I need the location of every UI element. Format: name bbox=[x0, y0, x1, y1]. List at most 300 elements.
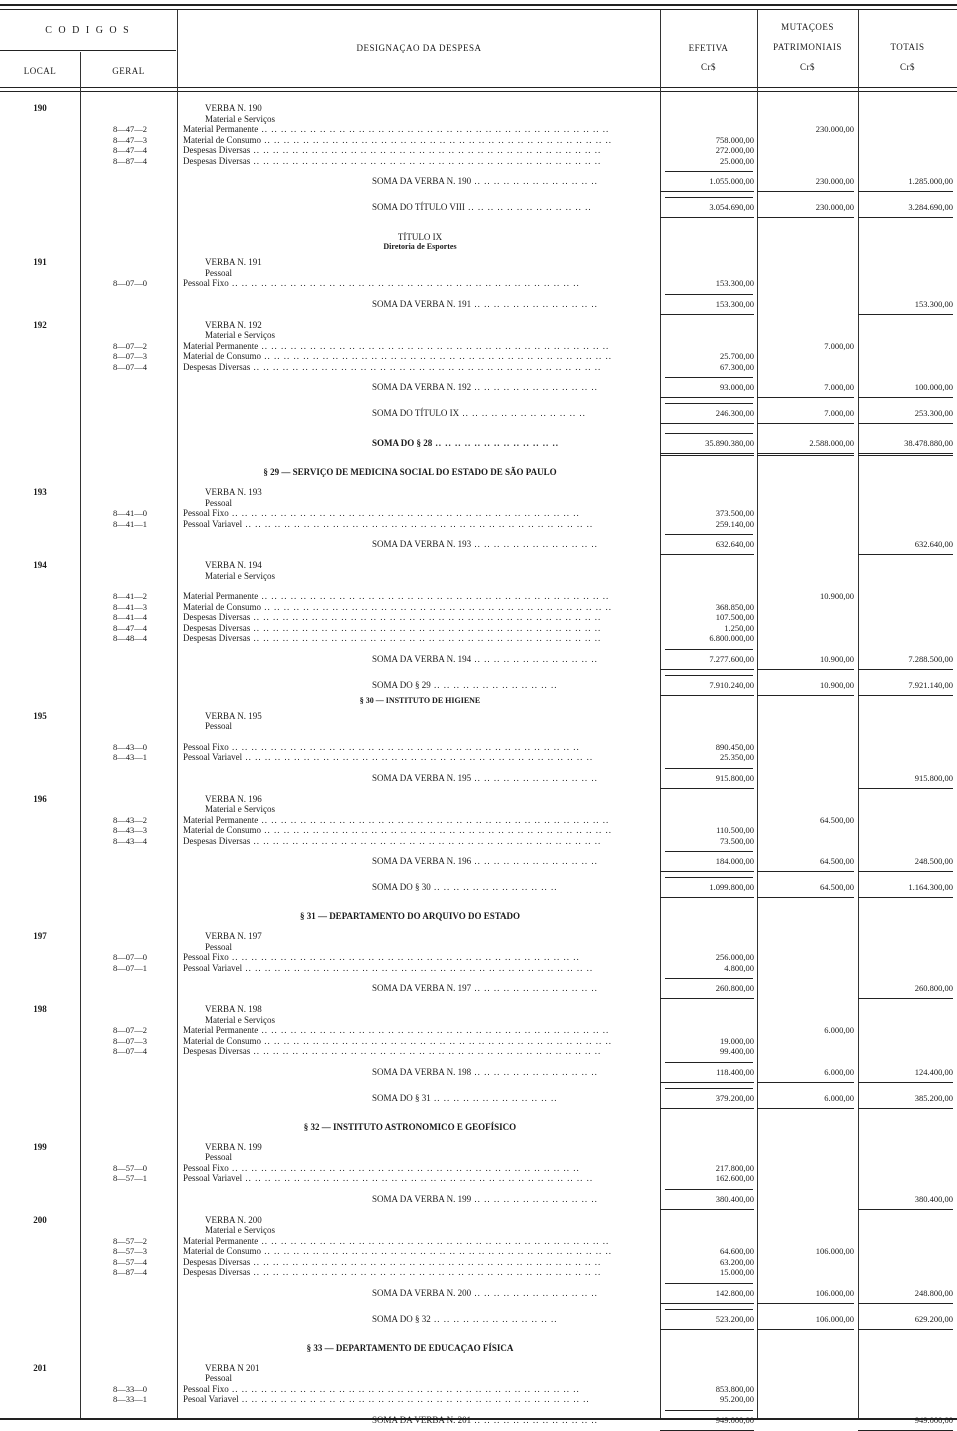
category-row bbox=[0, 804, 957, 815]
mutacoes-value: 230.000,00 bbox=[815, 124, 854, 134]
efetiva-value: 107.500,00 bbox=[715, 612, 754, 622]
mutacoes-value: 2.588.000,00 bbox=[757, 433, 854, 456]
table-row bbox=[0, 1267, 957, 1278]
header-totais-unit: Cr$ bbox=[900, 62, 915, 72]
geral-code: 8—57—4 bbox=[113, 1256, 147, 1267]
geral-code: 8—47—4 bbox=[113, 622, 147, 633]
soma-row bbox=[0, 197, 957, 218]
local-code: 194 bbox=[33, 560, 47, 570]
efetiva-value: 153.300,00 bbox=[660, 294, 754, 315]
geral-code: 8—07—1 bbox=[113, 962, 147, 973]
geral-code: 8—43—0 bbox=[113, 741, 147, 752]
mutacoes-value: 106.000,00 bbox=[757, 1283, 854, 1304]
local-code: 196 bbox=[33, 793, 47, 804]
description: Material de Consumo .. .. bbox=[183, 351, 653, 362]
efetiva-value: 64.600,00 bbox=[720, 1246, 754, 1256]
efetiva-value: 142.800,00 bbox=[660, 1283, 754, 1304]
efetiva-value: 15.000,00 bbox=[720, 1267, 754, 1277]
description: VERBA N. 200 bbox=[205, 1214, 262, 1225]
description: SOMA DO § 31 .. .. bbox=[372, 1088, 657, 1109]
geral-code: 8—47—4 bbox=[113, 145, 147, 155]
description: SOMA DA VERBA N. 190 .. .. bbox=[372, 171, 657, 192]
geral-code: 8—33—0 bbox=[113, 1383, 147, 1394]
soma-row bbox=[0, 877, 957, 898]
description: VERBA N. 190 bbox=[205, 103, 262, 113]
geral-code: 8—57—3 bbox=[113, 1246, 147, 1256]
table-row bbox=[0, 742, 957, 753]
efetiva-value: 380.400,00 bbox=[660, 1189, 754, 1210]
efetiva-value: 259.140,00 bbox=[715, 518, 754, 529]
geral-code: 8—57—1 bbox=[113, 1173, 147, 1183]
description: SOMA DA VERBA N. 193 .. .. bbox=[372, 534, 657, 555]
soma-row bbox=[0, 1189, 957, 1210]
description: Material e Serviços bbox=[205, 570, 275, 581]
table-row bbox=[0, 124, 957, 135]
soma-row bbox=[0, 851, 957, 872]
table-row bbox=[0, 952, 957, 963]
verba-row bbox=[0, 560, 957, 571]
table-row bbox=[0, 278, 957, 289]
table-row bbox=[0, 508, 957, 519]
table-row bbox=[0, 1163, 957, 1174]
efetiva-value: 246.300,00 bbox=[660, 403, 754, 424]
section-heading bbox=[0, 462, 957, 482]
local-code: 200 bbox=[33, 1214, 47, 1225]
efetiva-value: 25.350,00 bbox=[720, 752, 754, 762]
description: Material de Consumo .. .. bbox=[183, 1246, 653, 1257]
description: Despesas Diversas .. .. bbox=[183, 623, 653, 634]
mutacoes-value: 106.000,00 bbox=[815, 1246, 854, 1256]
section-heading bbox=[0, 906, 957, 926]
verba-row bbox=[0, 320, 957, 331]
description: Despesas Diversas .. .. bbox=[183, 612, 653, 623]
efetiva-value: 217.800,00 bbox=[715, 1162, 754, 1173]
geral-code: 8—87—4 bbox=[113, 155, 147, 166]
description: SOMA DA VERBA N. 196 .. .. bbox=[372, 851, 657, 872]
description: Pessoal bbox=[205, 1152, 232, 1162]
efetiva-value: 272.000,00 bbox=[715, 145, 754, 155]
description: Pessoal Variavel .. .. bbox=[183, 963, 653, 974]
geral-code: 8—41—2 bbox=[113, 591, 147, 601]
efetiva-value: 373.500,00 bbox=[715, 508, 754, 518]
description: Pesoal Variavel .. .. bbox=[183, 1394, 653, 1405]
description: Material e Serviços bbox=[205, 804, 275, 814]
totais-value: 248.500,00 bbox=[858, 851, 953, 872]
description: VERBA N. 192 bbox=[205, 319, 262, 330]
geral-code: 8—41—1 bbox=[113, 518, 147, 529]
efetiva-value: 853.800,00 bbox=[715, 1383, 754, 1394]
section-heading bbox=[0, 242, 957, 252]
category-row bbox=[0, 1015, 957, 1026]
mutacoes-value: 7.000,00 bbox=[757, 403, 854, 424]
description: § 33 — DEPARTAMENTO DE EDUCAÇAO FÍSICA bbox=[306, 1342, 514, 1353]
efetiva-value: 949.000,00 bbox=[660, 1410, 754, 1431]
efetiva-value: 260.800,00 bbox=[660, 978, 754, 999]
soma-row bbox=[0, 1062, 957, 1083]
mutacoes-value: 7.000,00 bbox=[757, 377, 854, 398]
table-row bbox=[0, 612, 957, 623]
efetiva-value: 632.640,00 bbox=[660, 534, 754, 555]
category-row bbox=[0, 114, 957, 125]
category-row bbox=[0, 268, 957, 279]
description: Despesas Diversas .. .. bbox=[183, 1257, 653, 1268]
efetiva-value: 162.600,00 bbox=[715, 1173, 754, 1183]
mutacoes-value: 10.900,00 bbox=[757, 675, 854, 696]
description: § 31 — DEPARTAMENTO DO ARQUIVO DO ESTADO bbox=[299, 911, 521, 921]
mutacoes-value: 7.000,00 bbox=[824, 340, 854, 351]
efetiva-value: 915.800,00 bbox=[660, 768, 754, 789]
efetiva-value: 368.850,00 bbox=[715, 601, 754, 612]
description: Pessoal bbox=[205, 497, 232, 508]
description: Material e Serviços bbox=[205, 1014, 275, 1025]
category-row bbox=[0, 1373, 957, 1384]
verba-row bbox=[0, 711, 957, 722]
geral-code: 8—07—3 bbox=[113, 351, 147, 361]
efetiva-value: 25.700,00 bbox=[720, 351, 754, 361]
verba-row bbox=[0, 103, 957, 114]
verba-row bbox=[0, 1215, 957, 1226]
soma-row bbox=[0, 1088, 957, 1109]
header-codigos: C O D I G O S bbox=[45, 25, 131, 36]
local-code: 199 bbox=[33, 1141, 47, 1152]
table-row bbox=[0, 341, 957, 352]
local-code: 198 bbox=[33, 1004, 47, 1014]
efetiva-value: 184.000,00 bbox=[660, 851, 754, 872]
category-row bbox=[0, 1152, 957, 1163]
table-row bbox=[0, 602, 957, 613]
description: Despesas Diversas .. .. bbox=[183, 1267, 653, 1278]
description: SOMA DO TÍTULO IX .. .. bbox=[372, 403, 657, 424]
local-code: 195 bbox=[33, 710, 47, 721]
totais-value: 38.478.880,00 bbox=[858, 433, 953, 456]
mutacoes-value: 106.000,00 bbox=[757, 1309, 854, 1330]
efetiva-value: 1.055.000,00 bbox=[660, 171, 754, 192]
description: Material Permanente .. .. bbox=[183, 1236, 653, 1247]
top-rule-inner bbox=[0, 9, 957, 10]
totais-value: 629.200,00 bbox=[858, 1309, 953, 1330]
description: Material e Serviços bbox=[205, 113, 275, 124]
header-bottom-rule-2 bbox=[0, 91, 957, 92]
soma-row bbox=[0, 675, 957, 696]
efetiva-value: 1.099.800,00 bbox=[660, 877, 754, 898]
category-row bbox=[0, 330, 957, 341]
description: VERBA N. 191 bbox=[205, 257, 262, 267]
soma-row bbox=[0, 433, 957, 454]
geral-code: 8—43—3 bbox=[113, 825, 147, 835]
header-totais: TOTAIS bbox=[890, 42, 925, 52]
geral-code: 8—41—3 bbox=[113, 601, 147, 612]
soma-row bbox=[0, 768, 957, 789]
description: VERBA N. 193 bbox=[205, 487, 262, 497]
efetiva-value: 153.300,00 bbox=[715, 278, 754, 288]
efetiva-value: 7.910.240,00 bbox=[660, 675, 754, 696]
efetiva-value: 118.400,00 bbox=[660, 1062, 754, 1083]
description: SOMA DA VERBA N. 200 .. .. bbox=[372, 1283, 657, 1304]
verba-row bbox=[0, 1363, 957, 1374]
description: SOMA DO § 28 .. .. bbox=[372, 433, 657, 454]
description: SOMA DA VERBA N. 195 .. .. bbox=[372, 768, 657, 789]
description: SOMA DO § 30 .. .. bbox=[372, 877, 657, 898]
header-designacao: DESIGNAÇAO DA DESPESA bbox=[356, 43, 482, 53]
geral-code: 8—47—3 bbox=[113, 134, 147, 145]
efetiva-value: 19.000,00 bbox=[720, 1035, 754, 1046]
efetiva-value: 1.250,00 bbox=[724, 622, 754, 633]
geral-code: 8—07—0 bbox=[113, 952, 147, 962]
totais-value: 3.284.690,00 bbox=[858, 197, 953, 218]
spacer bbox=[0, 581, 957, 591]
soma-row bbox=[0, 403, 957, 424]
table-row bbox=[0, 825, 957, 836]
soma-row bbox=[0, 377, 957, 398]
geral-code: 8—07—4 bbox=[113, 1046, 147, 1056]
description: Despesas Diversas .. .. bbox=[183, 633, 653, 644]
efetiva-value: 4.800,00 bbox=[724, 962, 754, 973]
mutacoes-value: 6.000,00 bbox=[757, 1062, 854, 1083]
table-row bbox=[0, 633, 957, 644]
description: Pessoal bbox=[205, 1373, 232, 1383]
efetiva-value: 379.200,00 bbox=[660, 1088, 754, 1109]
description: Material de Consumo .. .. bbox=[183, 1036, 653, 1047]
description: SOMA DA VERBA N. 198 .. .. bbox=[372, 1062, 657, 1083]
efetiva-value: 523.200,00 bbox=[660, 1309, 754, 1330]
totais-value: 260.800,00 bbox=[858, 978, 953, 999]
description: SOMA DO § 29 .. .. bbox=[372, 675, 657, 696]
table-row bbox=[0, 1236, 957, 1247]
header-mutacoes: MUTAÇOES bbox=[781, 22, 834, 32]
table-row bbox=[0, 351, 957, 362]
description: TÍTULO IX bbox=[397, 232, 443, 242]
description: Diretoria de Esportes bbox=[383, 242, 457, 251]
geral-code: 8—43—2 bbox=[113, 814, 147, 825]
efetiva-value: 73.500,00 bbox=[720, 835, 754, 846]
description: Pessoal bbox=[205, 941, 232, 952]
description: § 30 — INSTITUTO DE HIGIENE bbox=[359, 695, 481, 705]
totais-value: 949.000,00 bbox=[858, 1410, 953, 1431]
header-patrimoniais: PATRIMONIAIS bbox=[773, 42, 842, 52]
table-row bbox=[0, 1246, 957, 1257]
header-mutacoes-unit: Cr$ bbox=[800, 62, 815, 72]
soma-row bbox=[0, 171, 957, 192]
description: Pessoal Fixo .. .. bbox=[183, 742, 653, 753]
description: Pessoal Fixo .. .. bbox=[183, 278, 653, 289]
category-row bbox=[0, 498, 957, 509]
geral-code: 8—07—4 bbox=[113, 361, 147, 372]
verba-row bbox=[0, 1004, 957, 1015]
description: Pessoal Fixo .. .. bbox=[183, 1384, 653, 1395]
table-row bbox=[0, 156, 957, 167]
description: Material Permanente .. .. bbox=[183, 815, 653, 826]
description: Pessoal Fixo .. .. bbox=[183, 952, 653, 963]
table-row bbox=[0, 963, 957, 974]
table-row bbox=[0, 836, 957, 847]
geral-code: 8—47—2 bbox=[113, 124, 147, 134]
soma-row bbox=[0, 1309, 957, 1330]
mutacoes-value: 64.500,00 bbox=[820, 814, 854, 825]
description: VERBA N. 198 bbox=[205, 1004, 262, 1014]
section-heading bbox=[0, 1338, 957, 1358]
table-row bbox=[0, 135, 957, 146]
table-row bbox=[0, 591, 957, 602]
efetiva-value: 35.890.380,00 bbox=[660, 433, 754, 456]
description: SOMA DA VERBA N. 201 .. .. bbox=[372, 1410, 657, 1431]
efetiva-value: 67.300,00 bbox=[720, 361, 754, 372]
description: Pessoal bbox=[205, 267, 232, 278]
description: Material de Consumo .. .. bbox=[183, 825, 653, 836]
geral-code: 8—87—4 bbox=[113, 1267, 147, 1277]
verba-row bbox=[0, 931, 957, 942]
table-row bbox=[0, 362, 957, 373]
totais-value: 632.640,00 bbox=[858, 534, 953, 555]
table-row bbox=[0, 1394, 957, 1405]
description: Material de Consumo .. .. bbox=[183, 135, 653, 146]
mutacoes-value: 10.900,00 bbox=[820, 591, 854, 601]
spacer bbox=[0, 732, 957, 742]
mutacoes-value: 6.000,00 bbox=[824, 1025, 854, 1035]
geral-code: 8—07—2 bbox=[113, 1025, 147, 1035]
geral-code: 8—07—3 bbox=[113, 1035, 147, 1046]
header-local: LOCAL bbox=[23, 66, 57, 76]
section-heading bbox=[0, 232, 957, 242]
totais-value: 915.800,00 bbox=[858, 768, 953, 789]
table-row bbox=[0, 1046, 957, 1057]
description: VERBA N. 199 bbox=[205, 1141, 262, 1152]
description: Pessoal Variavel .. .. bbox=[183, 1173, 653, 1184]
mutacoes-value: 6.000,00 bbox=[757, 1088, 854, 1109]
soma-row bbox=[0, 1410, 957, 1431]
table-row bbox=[0, 815, 957, 826]
geral-code: 8—43—4 bbox=[113, 835, 147, 846]
category-row bbox=[0, 942, 957, 953]
description: Material e Serviços bbox=[205, 330, 275, 340]
geral-code: 8—33—1 bbox=[113, 1394, 147, 1404]
description: VERBA N. 194 bbox=[205, 560, 262, 570]
description: Pessoal bbox=[205, 721, 232, 731]
geral-code: 8—07—2 bbox=[113, 340, 147, 351]
geral-code: 8—07—0 bbox=[113, 278, 147, 288]
geral-code: 8—43—1 bbox=[113, 752, 147, 762]
soma-row bbox=[0, 1283, 957, 1304]
totais-value: 7.921.140,00 bbox=[858, 675, 953, 696]
description: SOMA DA VERBA N. 199 .. .. bbox=[372, 1189, 657, 1210]
soma-row bbox=[0, 534, 957, 555]
description: SOMA DA VERBA N. 194 .. .. bbox=[372, 649, 657, 670]
description: Pessoal Variavel .. .. bbox=[183, 519, 653, 530]
efetiva-value: 890.450,00 bbox=[715, 741, 754, 752]
header-efetiva-unit: Cr$ bbox=[701, 62, 716, 72]
top-rule bbox=[0, 4, 957, 6]
description: Pessoal Fixo .. .. bbox=[183, 1163, 653, 1174]
totais-value: 124.400,00 bbox=[858, 1062, 953, 1083]
totais-value: 1.164.300,00 bbox=[858, 877, 953, 898]
mutacoes-value: 64.500,00 bbox=[757, 851, 854, 872]
description: § 29 — SERVIÇO DE MEDICINA SOCIAL DO ESTADO DE SÃO PAULO bbox=[263, 467, 557, 477]
category-row bbox=[0, 721, 957, 732]
table-row bbox=[0, 1384, 957, 1395]
table-row bbox=[0, 623, 957, 634]
totais-value: 7.288.500,00 bbox=[858, 649, 953, 670]
description: VERBA N 201 bbox=[205, 1362, 260, 1373]
description: Material Permanente .. .. bbox=[183, 341, 653, 352]
efetiva-value: 758.000,00 bbox=[715, 134, 754, 145]
section-heading bbox=[0, 696, 957, 706]
soma-row bbox=[0, 294, 957, 315]
codigos-rule bbox=[0, 50, 176, 51]
verba-row bbox=[0, 487, 957, 498]
description: Despesas Diversas .. .. bbox=[183, 362, 653, 373]
geral-code: 8—41—0 bbox=[113, 508, 147, 518]
geral-code: 8—57—0 bbox=[113, 1162, 147, 1173]
efetiva-value: 110.500,00 bbox=[716, 825, 754, 835]
totais-value: 100.000,00 bbox=[858, 377, 953, 398]
soma-row bbox=[0, 978, 957, 999]
totais-value: 380.400,00 bbox=[858, 1189, 953, 1210]
description: SOMA DO TÍTULO VIII .. .. bbox=[372, 197, 657, 218]
header-efetiva: EFETIVA bbox=[688, 43, 729, 53]
description: Material e Serviços bbox=[205, 1225, 275, 1235]
description: VERBA N. 196 bbox=[205, 793, 262, 804]
geral-code: 8—48—4 bbox=[113, 633, 147, 643]
totais-value: 248.800,00 bbox=[858, 1283, 953, 1304]
efetiva-value: 99.400,00 bbox=[720, 1046, 754, 1056]
description: Despesas Diversas .. .. bbox=[183, 1046, 653, 1057]
efetiva-value: 256.000,00 bbox=[715, 952, 754, 962]
local-code: 197 bbox=[33, 931, 47, 941]
table-row bbox=[0, 1036, 957, 1047]
description: Material de Consumo .. .. bbox=[183, 602, 653, 613]
description: VERBA N. 197 bbox=[205, 931, 262, 941]
header-bottom-rule bbox=[0, 87, 957, 88]
description: Material Permanente .. .. bbox=[183, 591, 653, 602]
soma-row bbox=[0, 649, 957, 670]
geral-code: 8—57—2 bbox=[113, 1235, 147, 1246]
table-row bbox=[0, 1173, 957, 1184]
table-row bbox=[0, 752, 957, 763]
table-row bbox=[0, 1025, 957, 1036]
verba-row bbox=[0, 1142, 957, 1153]
efetiva-value: 7.277.600,00 bbox=[660, 649, 754, 670]
totais-value: 385.200,00 bbox=[858, 1088, 953, 1109]
efetiva-value: 93.000,00 bbox=[660, 377, 754, 398]
local-code: 201 bbox=[33, 1362, 47, 1373]
mutacoes-value: 64.500,00 bbox=[757, 877, 854, 898]
description: SOMA DO § 32 .. .. bbox=[372, 1309, 657, 1330]
geral-code: 8—41—4 bbox=[113, 612, 147, 622]
category-row bbox=[0, 571, 957, 582]
table-row bbox=[0, 519, 957, 530]
totais-value: 253.300,00 bbox=[858, 403, 953, 424]
efetiva-value: 6.800.000,00 bbox=[709, 633, 754, 643]
description: SOMA DA VERBA N. 191 .. .. bbox=[372, 294, 657, 315]
mutacoes-value: 10.900,00 bbox=[757, 649, 854, 670]
description: Despesas Diversas .. .. bbox=[183, 145, 653, 156]
section-heading bbox=[0, 1117, 957, 1137]
table-row bbox=[0, 1257, 957, 1268]
local-code: 190 bbox=[33, 103, 47, 113]
description: Despesas Diversas .. .. bbox=[183, 156, 653, 167]
description: VERBA N. 195 bbox=[205, 710, 262, 721]
description: SOMA DA VERBA N. 197 .. .. bbox=[372, 978, 657, 999]
description: § 32 — INSTITUTO ASTRONOMICO E GEOFÍSICO bbox=[303, 1121, 517, 1132]
verba-row bbox=[0, 794, 957, 805]
totais-value: 153.300,00 bbox=[858, 294, 953, 315]
description: Pessoal Fixo .. .. bbox=[183, 508, 653, 519]
local-code: 193 bbox=[33, 487, 47, 497]
description: Pessoal Variavel .. .. bbox=[183, 752, 653, 763]
efetiva-value: 25.000,00 bbox=[720, 155, 754, 166]
efetiva-value: 3.054.690,00 bbox=[660, 197, 754, 218]
description: SOMA DA VERBA N. 192 .. .. bbox=[372, 377, 657, 398]
category-row bbox=[0, 1225, 957, 1236]
